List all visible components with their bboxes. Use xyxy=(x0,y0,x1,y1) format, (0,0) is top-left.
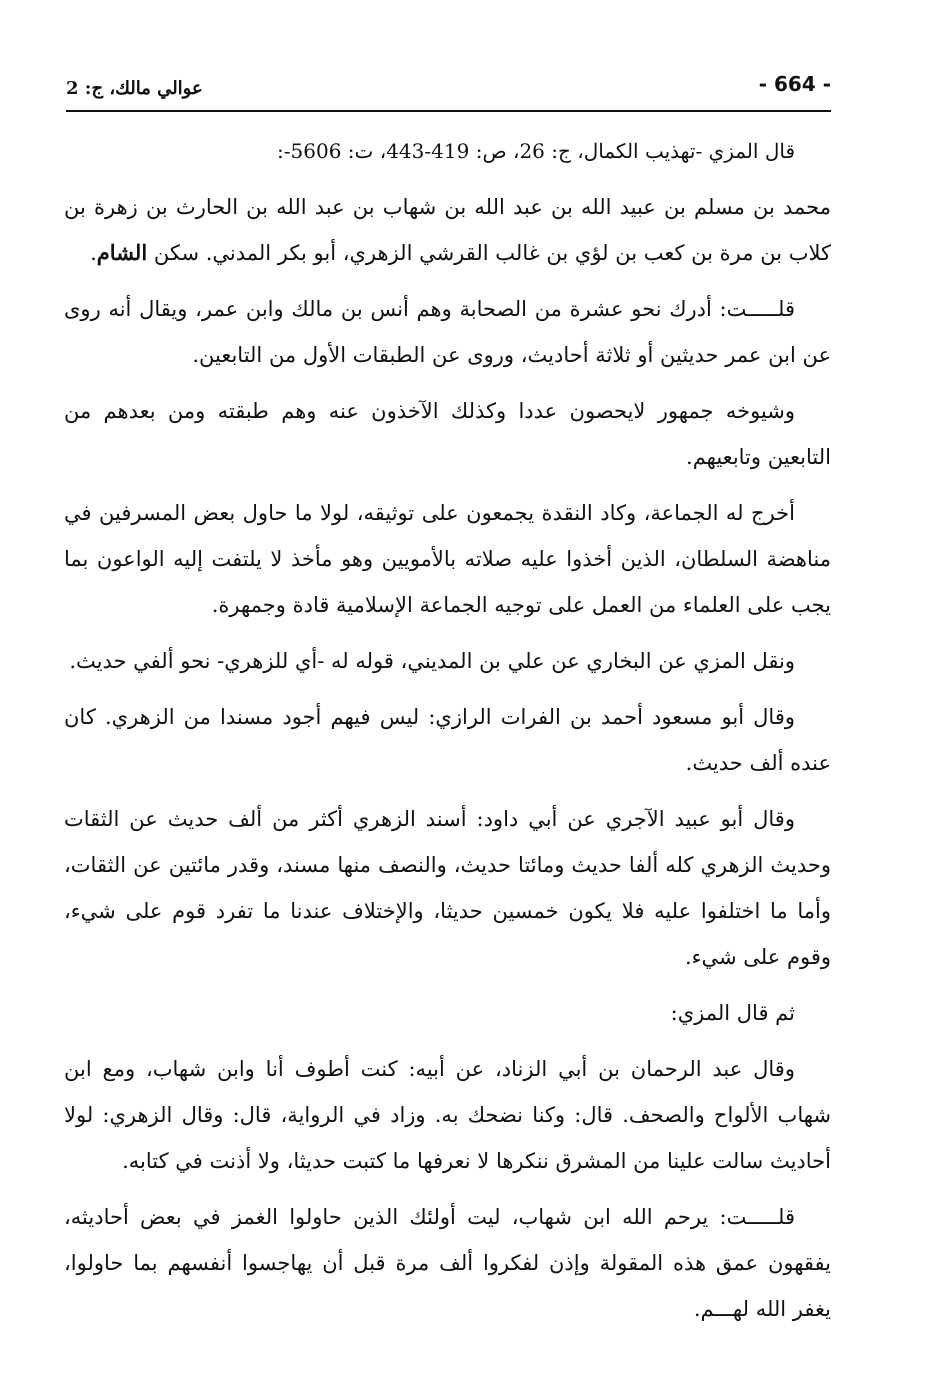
citation-line: قال المزي -تهذيب الكمال، ج: 26، ص: 419-443، ت: 5606-: xyxy=(277,139,795,163)
paragraph-4: أخرج له الجماعة، وكاد النقدة يجمعون على توثيقه، لولا ما حاول بعض المسرفين في مناهضة السلطان، الذين أخذوا عليه صلاته بالأمويين وهو مأخذ لا يلتفت إليه الواعون بما يجب على العلماء من العمل على توجيه الجماعة الإسلامية قادة وجمهرة. xyxy=(64,501,831,617)
paragraph-1-bold: الشام xyxy=(96,240,148,265)
paragraph-9: وقال عبد الرحمان بن أبي الزناد، عن أبيه: كنت أطوف أنا وابن شهاب، ومع ابن شهاب الألواح والصحف. قال: وكنا نضحك به. وزاد في الرواية، قال: وقال الزهري: لولا أحاديث سالت علينا من المشرق ننكرها لا نعرفها ما كتبت حديثا، ولا أذنت في كتابه. xyxy=(64,1057,831,1173)
paragraph-1 xyxy=(64,184,831,276)
paragraph-2: قلـــــت: أدرك نحو عشرة من الصحابة وهم أنس بن مالك وابن عمر، ويقال أنه روى عن ابن عمر حديثين أو ثلاثة أحاديث، وروى عن الطبقات الأول من التابعين. xyxy=(64,297,831,367)
paragraph-8: ثم قال المزي: xyxy=(670,1001,795,1025)
paragraph-1-end: . xyxy=(90,241,97,265)
page-number: - 664 - xyxy=(758,72,831,96)
page-header xyxy=(66,72,831,106)
paragraph-5: ونقل المزي عن البخاري عن علي بن المديني، قوله له -أي للزهري- نحو ألفي حديث. xyxy=(69,649,795,673)
running-head: عوالي مالك، ج: 2 xyxy=(66,78,203,99)
header-rule xyxy=(66,110,831,112)
paragraph-10: قلـــــت: يرحم الله ابن شهاب، ليت أولئك الذين حاولوا الغمز في بعض أحاديثه، يفقهون عمق هذه المقولة وإذن لفكروا ألف مرة قبل أن يهاجسوا أنفسهم بما حاولوا، يغفر الله لهـــم. xyxy=(64,1205,831,1321)
paragraph-7: وقال أبو عبيد الآجري عن أبي داود: أسند الزهري أكثر من ألف حديث عن الثقات وحديث الزهري كله ألفا حديث ومائتا حديث، والنصف منها مسند، وقدر مائتين عن الثقات، وأما ما اختلفوا عليه فلا يكون خمسين حديثا، والإختلاف عندنا ما تفرد قوم على شيء، وقوم على شيء. xyxy=(64,807,831,969)
paragraph-1-text: محمد بن مسلم بن عبيد الله بن عبد الله بن شهاب بن عبد الله بن الحارث بن زهرة بن كلاب بن مرة بن كعب بن لؤي بن غالب القرشي الزهري، أبو بكر المدني. سكن xyxy=(64,195,831,265)
paragraph-3: وشيوخه جمهور لايحصون عددا وكذلك الآخذون عنه وهم طبقته ومن بعدهم من التابعين وتابعيهم. xyxy=(64,399,831,469)
page-body xyxy=(64,128,831,1342)
paragraph-6: وقال أبو مسعود أحمد بن الفرات الرازي: ليس فيهم أجود مسندا من الزهري. كان عنده ألف حديث. xyxy=(64,705,831,775)
